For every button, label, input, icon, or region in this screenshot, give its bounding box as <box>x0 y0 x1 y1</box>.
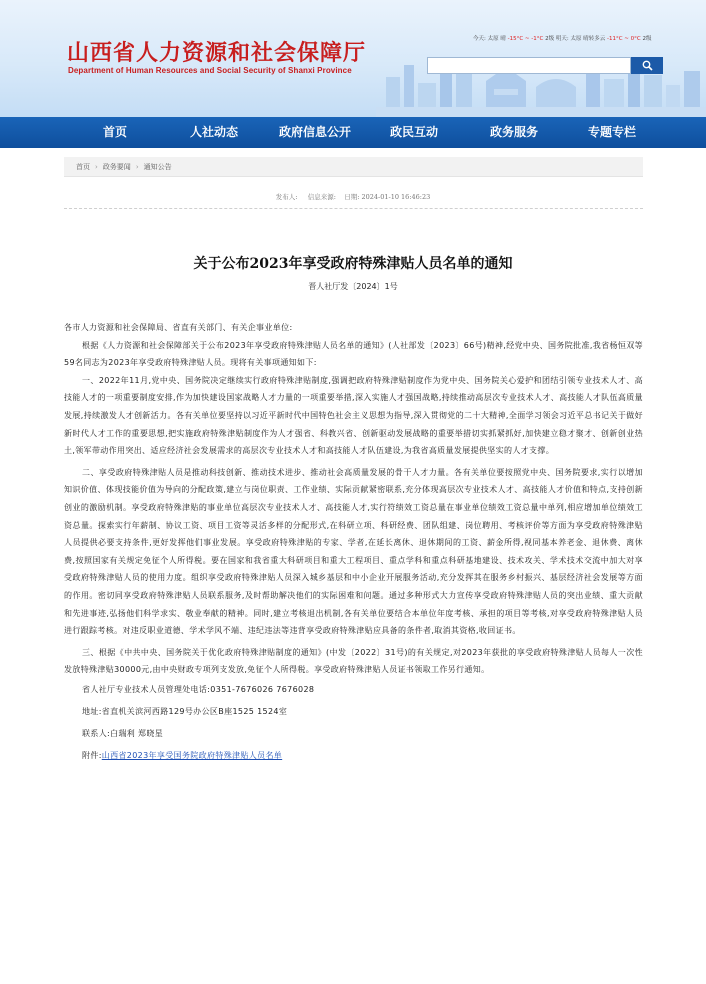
breadcrumb-separator: › <box>135 163 139 171</box>
breadcrumb-notices[interactable]: 通知公告 <box>143 163 172 171</box>
meta-divider <box>64 208 643 209</box>
site-logo-title[interactable]: 山西省人力资源和社会保障厅 <box>67 41 367 66</box>
weather-tomorrow-label: 明天: 太原 晴转多云 <box>555 36 606 42</box>
meta-date: 日期: 2024-01-10 16:46:23 <box>344 193 431 201</box>
weather-today-wind: 2级 <box>545 36 555 42</box>
city-skyline-graphic <box>376 37 706 117</box>
weather-widget <box>473 34 652 42</box>
nav-item-hr-news[interactable]: 人社动态 <box>189 125 238 139</box>
search-icon <box>642 60 653 71</box>
breadcrumb <box>64 157 643 177</box>
breadcrumb-home[interactable]: 首页 <box>76 163 90 171</box>
weather-tomorrow-wind: 2级 <box>642 36 652 42</box>
article-meta <box>0 192 706 201</box>
paragraph-2: 二、享受政府特殊津贴人员是推动科技创新、推动技术进步、推动社会高质量发展的骨干人才力量。各有关单位要按照党中央、国务院要求,实行以增加知识价值、体现技能价值为导向的分配政策,建立与岗位职责、工作业绩、实际贡献紧密联系,充分体现高层次专业技术人才、高技能人才价值和特点,支持创新创业的激励机制。享受政府特殊津贴的事业单位高层次专业技术人才、高技能人才,实行符绩效工资总量在事业单位绩效工资总量中单列,相应增加单位绩效工资总量。探索实行年薪制、协议工资、项目工资等灵活多样的分配形式,在科研立项、科研经费、团队组建、岗位聘用、考核评价等方面为享受政府特殊津贴人员提供必要支持条件,更好发挥他们事业发展。享受政府特殊津贴的专家、学者,在延长离休、退休期间的工资、薪金所得,视同基本养老金、退休费、离休费,按照国家有关规定免征个人所得税。要在国家和我省重大科研项目和重大工程项目、重点学科和重点科研基地建设、技术攻关、学术技术交流中加大对享受政府特殊津贴人员的使用力度。组织享受政府特殊津贴人员深入城乡基层和中小企业开展服务活动,充分发挥其在服务乡村振兴、基层经济社会发展等方面的作用。密切同享受政府特殊津贴人员联系服务,及时帮助解决他们的实际困难和问题。通过多种形式大力宣传享受政府特殊津贴人员的突出业绩、重大贡献和先进事迹,弘扬他们科学求实、敬业奉献的精神。同时,建立考核退出机制,各有关单位要结合本单位年度考核、承担的项目等考核,对享受政府特殊津贴人员进行跟踪考核。对违反职业道德、学术学风不端、违纪违法等违背享受政府特殊津贴应具备的条件者,取消其资格,收回证书。 <box>64 467 643 636</box>
contact-phone: 省人社厅专业技术人员管理处电话:0351-7676026 7676028 <box>82 684 315 694</box>
paragraph-1: 一、2022年11月,党中央、国务院决定继续实行政府特殊津贴制度,强调把政府特殊津贴制度作为党中央、国务院关心爱护和团结引领专业技术人才、高技能人才的一项重要制度安排,作为加快建设国家战略人才力量的一项重要举措,深入实施人才强国战略,持续推动高层次专业技术人才、高技能人才队伍高质量发展,持续激发人才创新活力。各有关单位要坚持以习近平新时代中国特色社会主义思想为指导,深入贯彻党的二十大精神,全面学习领会习近平总书记关于做好新时代人才工作的重要思想,把实施政府特殊津贴制度作为人才强省、科教兴省、创新驱动发展战略的重要举措切实抓紧抓好,加快建立稳才聚才、创新创业热土,领军带动作用突出、适应经济社会发展需求的高层次专业技术人才和高技能人才队伍建设,为我省高质量发展提供坚实的人才支撑。 <box>64 375 643 456</box>
weather-tomorrow-temp: -11°C ~ 0°C <box>606 36 641 42</box>
contact-person: 联系人:白瑞利 郑晓星 <box>82 728 164 738</box>
meta-publisher: 发布人: <box>275 193 298 201</box>
attachment <box>64 745 643 767</box>
contact-address: 地址:省直机关滨河西路129号办公区B座1525 1524室 <box>82 706 288 716</box>
site-logo-subtitle[interactable]: Department of Human Resources and Social Security of Shanxi Province <box>68 66 352 75</box>
article-title: 关于公布2023年享受政府特殊津贴人员名单的通知 <box>193 256 513 272</box>
breadcrumb-news[interactable]: 政务要闻 <box>102 163 131 171</box>
paragraph-3: 三、根据《中共中央、国务院关于优化政府特殊津贴制度的通知》(中发〔2022〕31号)的有关规定,对2023年获批的享受政府特殊津贴人员每人一次性发放特殊津贴30000元,由中央财政专项列支发放,免征个人所得税。享受政府特殊津贴人员证书领取工作另行通知。 <box>64 647 643 675</box>
main-nav <box>0 117 706 148</box>
attachment-label: 附件: <box>82 750 102 760</box>
nav-item-home[interactable]: 首页 <box>102 125 127 139</box>
breadcrumb-separator: › <box>95 163 98 171</box>
nav-item-services[interactable]: 政务服务 <box>489 125 538 139</box>
search-button[interactable] <box>631 57 663 74</box>
weather-today-label: 今天: 太原 晴 <box>473 36 506 42</box>
salutation: 各市人力资源和社会保障局、省直有关部门、有关企事业单位: <box>64 323 293 332</box>
nav-item-gov-info[interactable]: 政府信息公开 <box>278 125 351 139</box>
search-input[interactable] <box>427 57 631 74</box>
attachment-link[interactable]: 山西省2023年享受国务院政府特殊津贴人员名单 <box>101 750 283 760</box>
article-body <box>64 319 643 767</box>
nav-item-interaction[interactable]: 政民互动 <box>389 125 438 139</box>
meta-source: 信息来源: <box>307 193 336 201</box>
site-header <box>0 0 706 117</box>
nav-item-topics[interactable]: 专题专栏 <box>587 125 636 139</box>
weather-today-temp: -15°C ~ -1°C <box>507 36 544 42</box>
paragraph-intro: 根据《人力资源和社会保障部关于公布2023年享受政府特殊津贴人员名单的通知》(人社部发〔2023〕66号)精神,经党中央、国务院批准,我省杨恒双等59名同志为2023年享受政府特殊津贴人员。现将有关事项通知如下: <box>64 340 643 368</box>
document-number: 晋人社厅发〔2024〕1号 <box>308 282 398 291</box>
